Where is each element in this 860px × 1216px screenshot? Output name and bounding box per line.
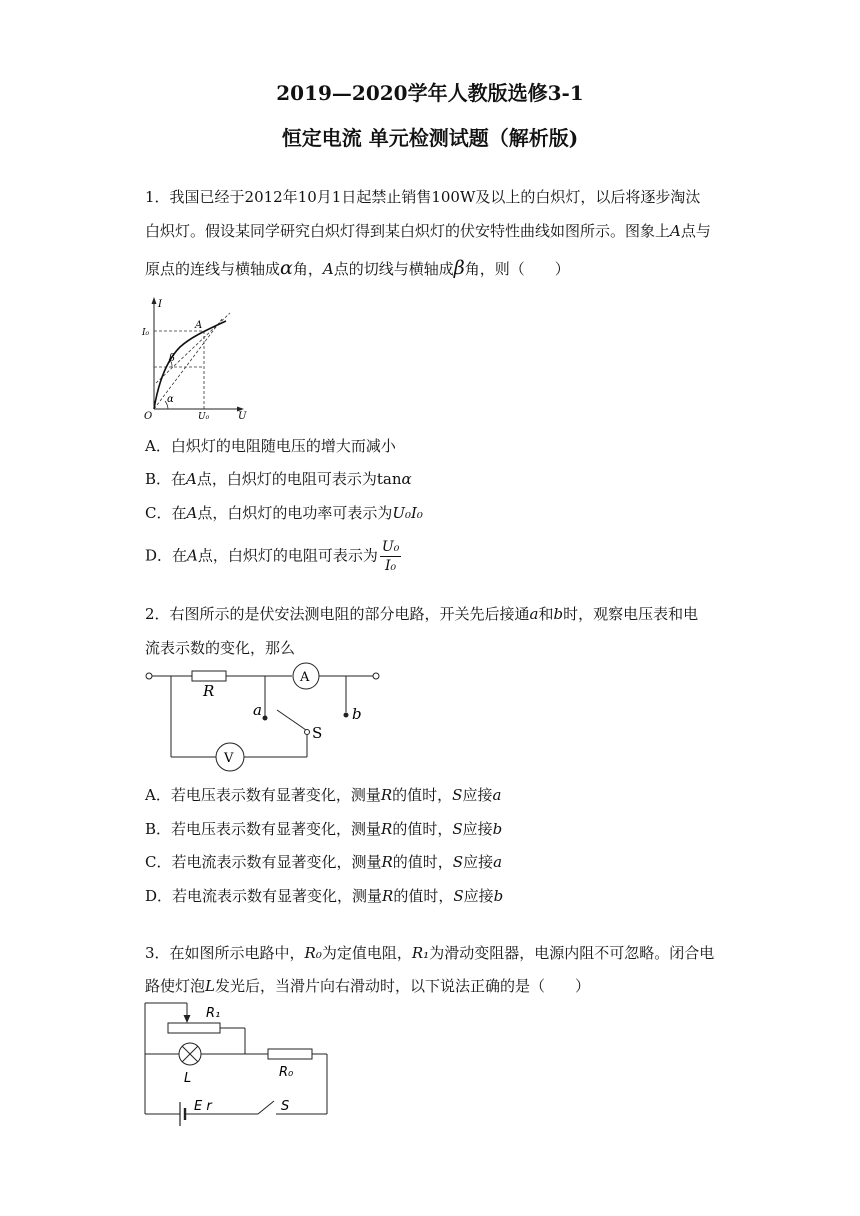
ammeter-label: A: [300, 670, 310, 685]
l-label: L: [184, 1071, 192, 1086]
q2-stem-line-1: 2．右图所示的是伏安法测电阻的部分电路，开关先后接通a和b时，观察电压表和电: [145, 605, 699, 623]
q1-option-d: D．在A点，白炽灯的电阻可表示为 $\frac{\text{U₀}}{\text{I₀}}$: [145, 539, 400, 574]
q2-option-d: D．若电流表示数有显著变化，测量R的值时，S应接b: [145, 887, 504, 905]
u0-label: U₀: [198, 412, 210, 420]
alpha-label: α: [167, 394, 174, 405]
voltammetry-circuit-figure: [140, 660, 390, 775]
contact-a: [263, 716, 268, 721]
r-label: R: [203, 682, 215, 700]
b-label: b: [352, 705, 362, 723]
r0-label: R₀: [279, 1065, 294, 1080]
q1-stem-line-2: 白炽灯。假设某同学研究白炽灯得到某白炽灯的伏安特性曲线如图所示。图象上A点与: [145, 222, 711, 240]
q3-stem-line-2: 路使灯泡L发光后，当滑片向右滑动时，以下说法正确的是（ ）: [145, 977, 590, 995]
document-subtitle: 恒定电流 单元检测试题（解析版): [281, 126, 579, 150]
q2-option-c: C．若电流表示数有显著变化，测量R的值时，S应接a: [145, 853, 503, 871]
s-label: S: [312, 724, 323, 742]
resistor-r: [192, 671, 226, 681]
left-terminal: [146, 673, 152, 679]
right-terminal: [373, 673, 379, 679]
x-axis-label: U: [238, 411, 247, 420]
resistor-r0: [268, 1049, 312, 1059]
q1-option-c: C．在A点，白炽灯的电功率可表示为U₀I₀: [145, 504, 423, 522]
secant-line: [154, 319, 222, 409]
q2-option-b: B．若电压表示数有显著变化，测量R的值时，S应接b: [145, 820, 503, 838]
switch-blade: [277, 710, 306, 730]
switch-blade: [258, 1101, 274, 1114]
q1-option-a: A．白炽灯的电阻随电压的增大而减小: [145, 437, 396, 455]
q2-option-a: A．若电压表示数有显著变化，测量R的值时，S应接a: [145, 786, 502, 804]
q1-stem-line-1: 1．我国已经于2012年10月1日起禁止销售100W及以上的白炽灯，以后将逐步淘汰: [145, 188, 701, 206]
s-label: S: [281, 1099, 290, 1114]
r1-label: R₁: [206, 1006, 221, 1021]
origin-label: O: [144, 411, 153, 420]
beta-label: β: [169, 353, 175, 364]
iv-curve-figure: [140, 295, 260, 420]
rheostat-circuit-figure: [140, 1000, 335, 1140]
contact-b: [344, 713, 349, 718]
slider-arrow: [184, 1015, 191, 1023]
point-a-label: A: [195, 320, 203, 331]
i0-label: I₀: [142, 328, 150, 338]
document-title: 2019—2020学年人教版选修3-1: [276, 81, 584, 105]
q1-option-b: B．在A点，白炽灯的电阻可表示为tanα: [145, 470, 412, 488]
resistance-fraction: $\frac{\text{U₀}}{\text{I₀}}$: [381, 539, 400, 574]
q2-stem-line-2: 流表示数的变化，那么: [145, 639, 296, 657]
q1-stem-line-3: 原点的连线与横轴成α角，A点的切线与横轴成β角，则（ ）: [145, 257, 570, 279]
iv-curve: [154, 321, 226, 409]
y-axis-label: I: [158, 299, 162, 310]
y-axis-arrow: [152, 297, 157, 304]
er-label: E r: [194, 1099, 212, 1114]
q3-stem-line-1: 3．在如图所示电路中，R₀为定值电阻，R₁为滑动变阻器，电源内阻不可忽略。闭合电: [145, 944, 715, 962]
switch-pivot: [305, 730, 310, 735]
a-label: a: [253, 701, 262, 719]
voltmeter-label: V: [224, 751, 234, 766]
rheostat-r1: [168, 1023, 220, 1033]
